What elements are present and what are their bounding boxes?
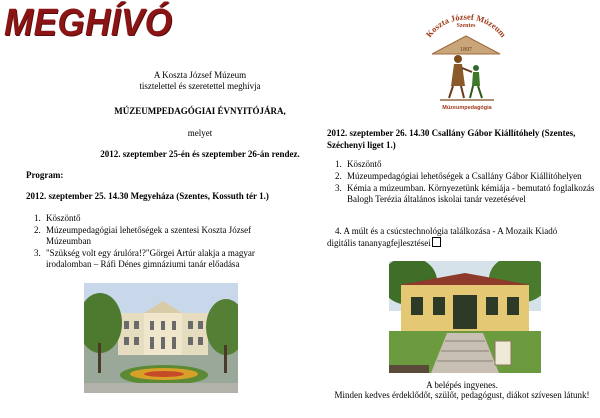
list-item: 3. Kémia a múzeumban. Környezetünk kémiája - bemutató foglalkozás Balogh Terézia általános iskolai tanár vezetésével [335, 183, 595, 204]
footer [327, 380, 597, 400]
logo-arc-text: Koszta József Múzeum [423, 11, 509, 40]
day1-heading: 2012. szeptember 25. 14.30 Megyeháza (Szentes, Kossuth tér 1.) [26, 191, 269, 201]
program-label: Program: [26, 170, 64, 180]
list-item: 3. "Szükség volt egy árulóra!?"Görgei Artúr alakja a magyar irodalomban – Ráfi Dénes gimnáziumi tanár előadása [34, 248, 255, 269]
footer-line1: A belépés ingyenes. [426, 380, 498, 390]
footer-line2: Minden kedves érdeklődőt, szülőt, pedagógust, diákot szívesen látunk! [334, 390, 590, 400]
svg-text:Szentes: Szentes [456, 23, 476, 29]
museum-logo [412, 2, 520, 114]
svg-text:Múzeumpedagógia: Múzeumpedagógia [442, 105, 492, 111]
list-item: 2. Múzeumpedagógiai lehetőségek a szentesi Koszta József Múzeumban [34, 225, 252, 246]
intro-line1: A Koszta József Múzeum [153, 70, 247, 80]
day2-heading: 2012. szeptember 26. 14.30 Csallány Gábor Kiállítóhely (Szentes, Széchenyi liget 1.) [327, 128, 576, 150]
placeholder-glyph-icon [432, 237, 441, 247]
intro-melyet: melyet [187, 128, 213, 138]
day2-item4: 4. A múlt és a csúcstechnológia találkozása - A Mozaik Kiadó digitális tananyagfejlesztései [327, 226, 558, 248]
intro-line2: tisztelettel és szeretettel meghívja [139, 81, 261, 91]
list-item: 1. Köszöntő [34, 213, 81, 223]
event-dates: 2012. szeptember 25-én és szeptember 26-án rendez. [100, 149, 300, 159]
day2-list [327, 159, 597, 206]
list-item: 2. Múzeumpedagógiai lehetőségek a Csallány Gábor Kiállítóhelyen [335, 171, 582, 181]
exhibition-house-photo [389, 261, 541, 373]
event-name: MÚZEUMPEDAGÓGIAI ÉVNYITÓJÁRA, [114, 106, 286, 116]
page-title: MEGHÍVÓ [4, 2, 173, 44]
county-hall-photo [84, 283, 238, 393]
list-item: 1. Köszöntő [335, 159, 382, 169]
day1-list [26, 213, 288, 271]
svg-text:1897: 1897 [460, 47, 472, 53]
